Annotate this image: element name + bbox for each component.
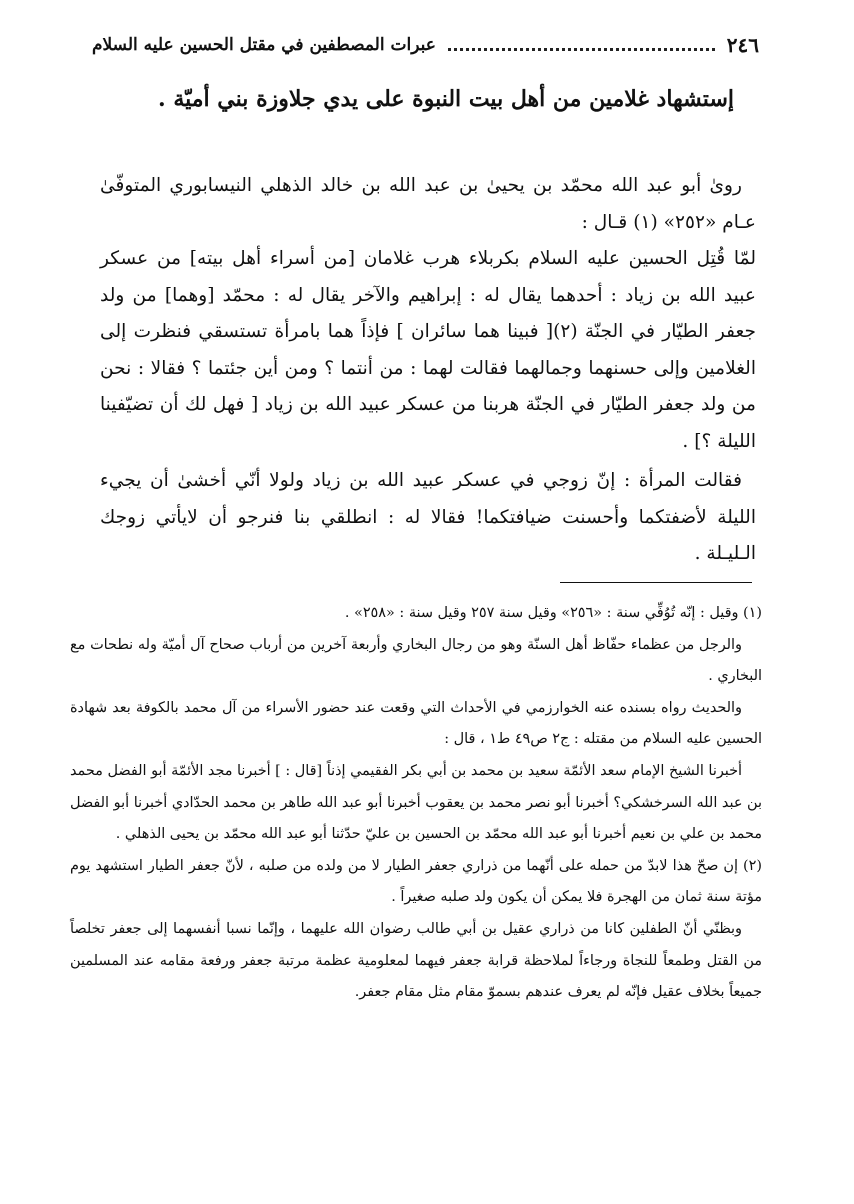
- main-paragraph: فقالت المرأة : إنّ زوجي في عسكر عبيد الله بن زياد ولولا أنّي أخشىٰ أن يجيء الليلة لأضفتكما وأحسنت ضيافتكما! فقالا له : انطلقي بنا فنرجو أن لايأتي زوجك الـليـلة .: [100, 470, 756, 564]
- page-number: ٢٤٦: [726, 33, 759, 57]
- footnote-paragraph: والرجل من عظماء حفّاظ أهل السنّة وهو من رجال البخاري وأربعة آخرين من أرباب صحاح آل أميّة وله نطحات مع البخاري .: [70, 636, 762, 685]
- running-header: [92, 30, 759, 60]
- footnote-paragraph: والحديث رواه بسنده عنه الخوارزمي في الأحداث التي وقعت عند حضور الأسراء من آل محمد بالكوفة بعد شهادة الحسين عليه السلام من مقتله : ج٢ ص٤٩ ط١ ، قال :: [70, 699, 762, 748]
- footnote-paragraph: أخبرنا الشيخ الإمام سعد الأئمّة سعيد بن محمد بن أبي بكر الفقيمي إذناً [قال : ] أخبرنا مجد الأئمّة أبو الفضل محمد بن عبد الله السرخشكي؟ أخبرنا أبو نصر محمد بن يعقوب أخبرنا أبو عبد الله طاهر بن محمد الحدّادي أخبرنا أبو الفضل محمد بن علي بن نعيم أخبرنا أبو عبد الله محمّد بن الحسين بن عليّ حدّثنا أبو عبد الله محمّد بن يحيى الذهلي .: [70, 762, 762, 843]
- footnote-separator: [560, 582, 752, 583]
- main-text: [100, 168, 756, 573]
- leader-dots: [448, 40, 715, 51]
- chapter-title: إستشهاد غلامين من أهل بيت النبوة على يدي جلاوزة بني أميّة .: [158, 86, 734, 112]
- main-paragraph: روىٰ أبو عبد الله محمّد بن يحيىٰ بن عبد الله بن خالد الذهلي النيسابوري المتوفّىٰ عـام «٢٥٢» (١) قـال :: [100, 175, 756, 233]
- footnote-1: (١) وقيل : إنّه تُوُفِّي سنة : «٢٥٦» وقيل سنة ٢٥٧ وقيل سنة : «٢٥٨» .: [344, 605, 762, 621]
- main-paragraph: لمّا قُتِل الحسين عليه السلام بكربلاء هرب غلامان [من أسراء أهل بيته] من عسكر عبيد الله بن زياد : أحدهما يقال له : إبراهيم والآخر يقال له : محمّد [وهما] من ولد جعفر الطيّار في الجنّة (٢)[ فبينا هما سائران ] فإذاً هما بامرأة تستسقي فنظرت إلى الغلامين وإلى حسنهما وجمالهما فقالت لهما : من أنتما ؟ ومن أين جئتما ؟ فقالا : نحن من ولد جعفر الطيّار في الجنّة هربنا من عسكر عبيد الله بن زياد [ فهل لك أن تضيّفينا الليلة ؟] .: [100, 248, 756, 452]
- running-title: عبرات المصطفين في مقتل الحسين عليه السلام: [92, 35, 436, 55]
- footnote-paragraph: وبظنّي أنّ الطفلين كانا من ذراري عقيل بن أبي طالب رضوان الله عليهما ، وإنّما نسبا أنفسهما إلى جعفر تخلصاً من القتل وطمعاً للنجاة ورجاءاً لملاحظة قرابة جعفر فيهما لمعلومية عظمة مرتبة جعفر ورفعة مقامه عند المسلمين جميعاً بخلاف عقيل فإنّه لم يعرف عندهم بسموّ مقام مثل مقام جعفر.: [70, 920, 762, 1001]
- footnote-2: (٢) إن صحّ هذا لابدّ من حمله على أنّهما من ذراري جعفر الطيار لا من ولده من صلبه ، لأنّ جعفر الطيار استشهد يوم مؤتة سنة ثمان من الهجرة فلا يمكن أن يكون ولد صلبه صغيراً .: [70, 857, 762, 906]
- footnotes: [70, 598, 762, 1009]
